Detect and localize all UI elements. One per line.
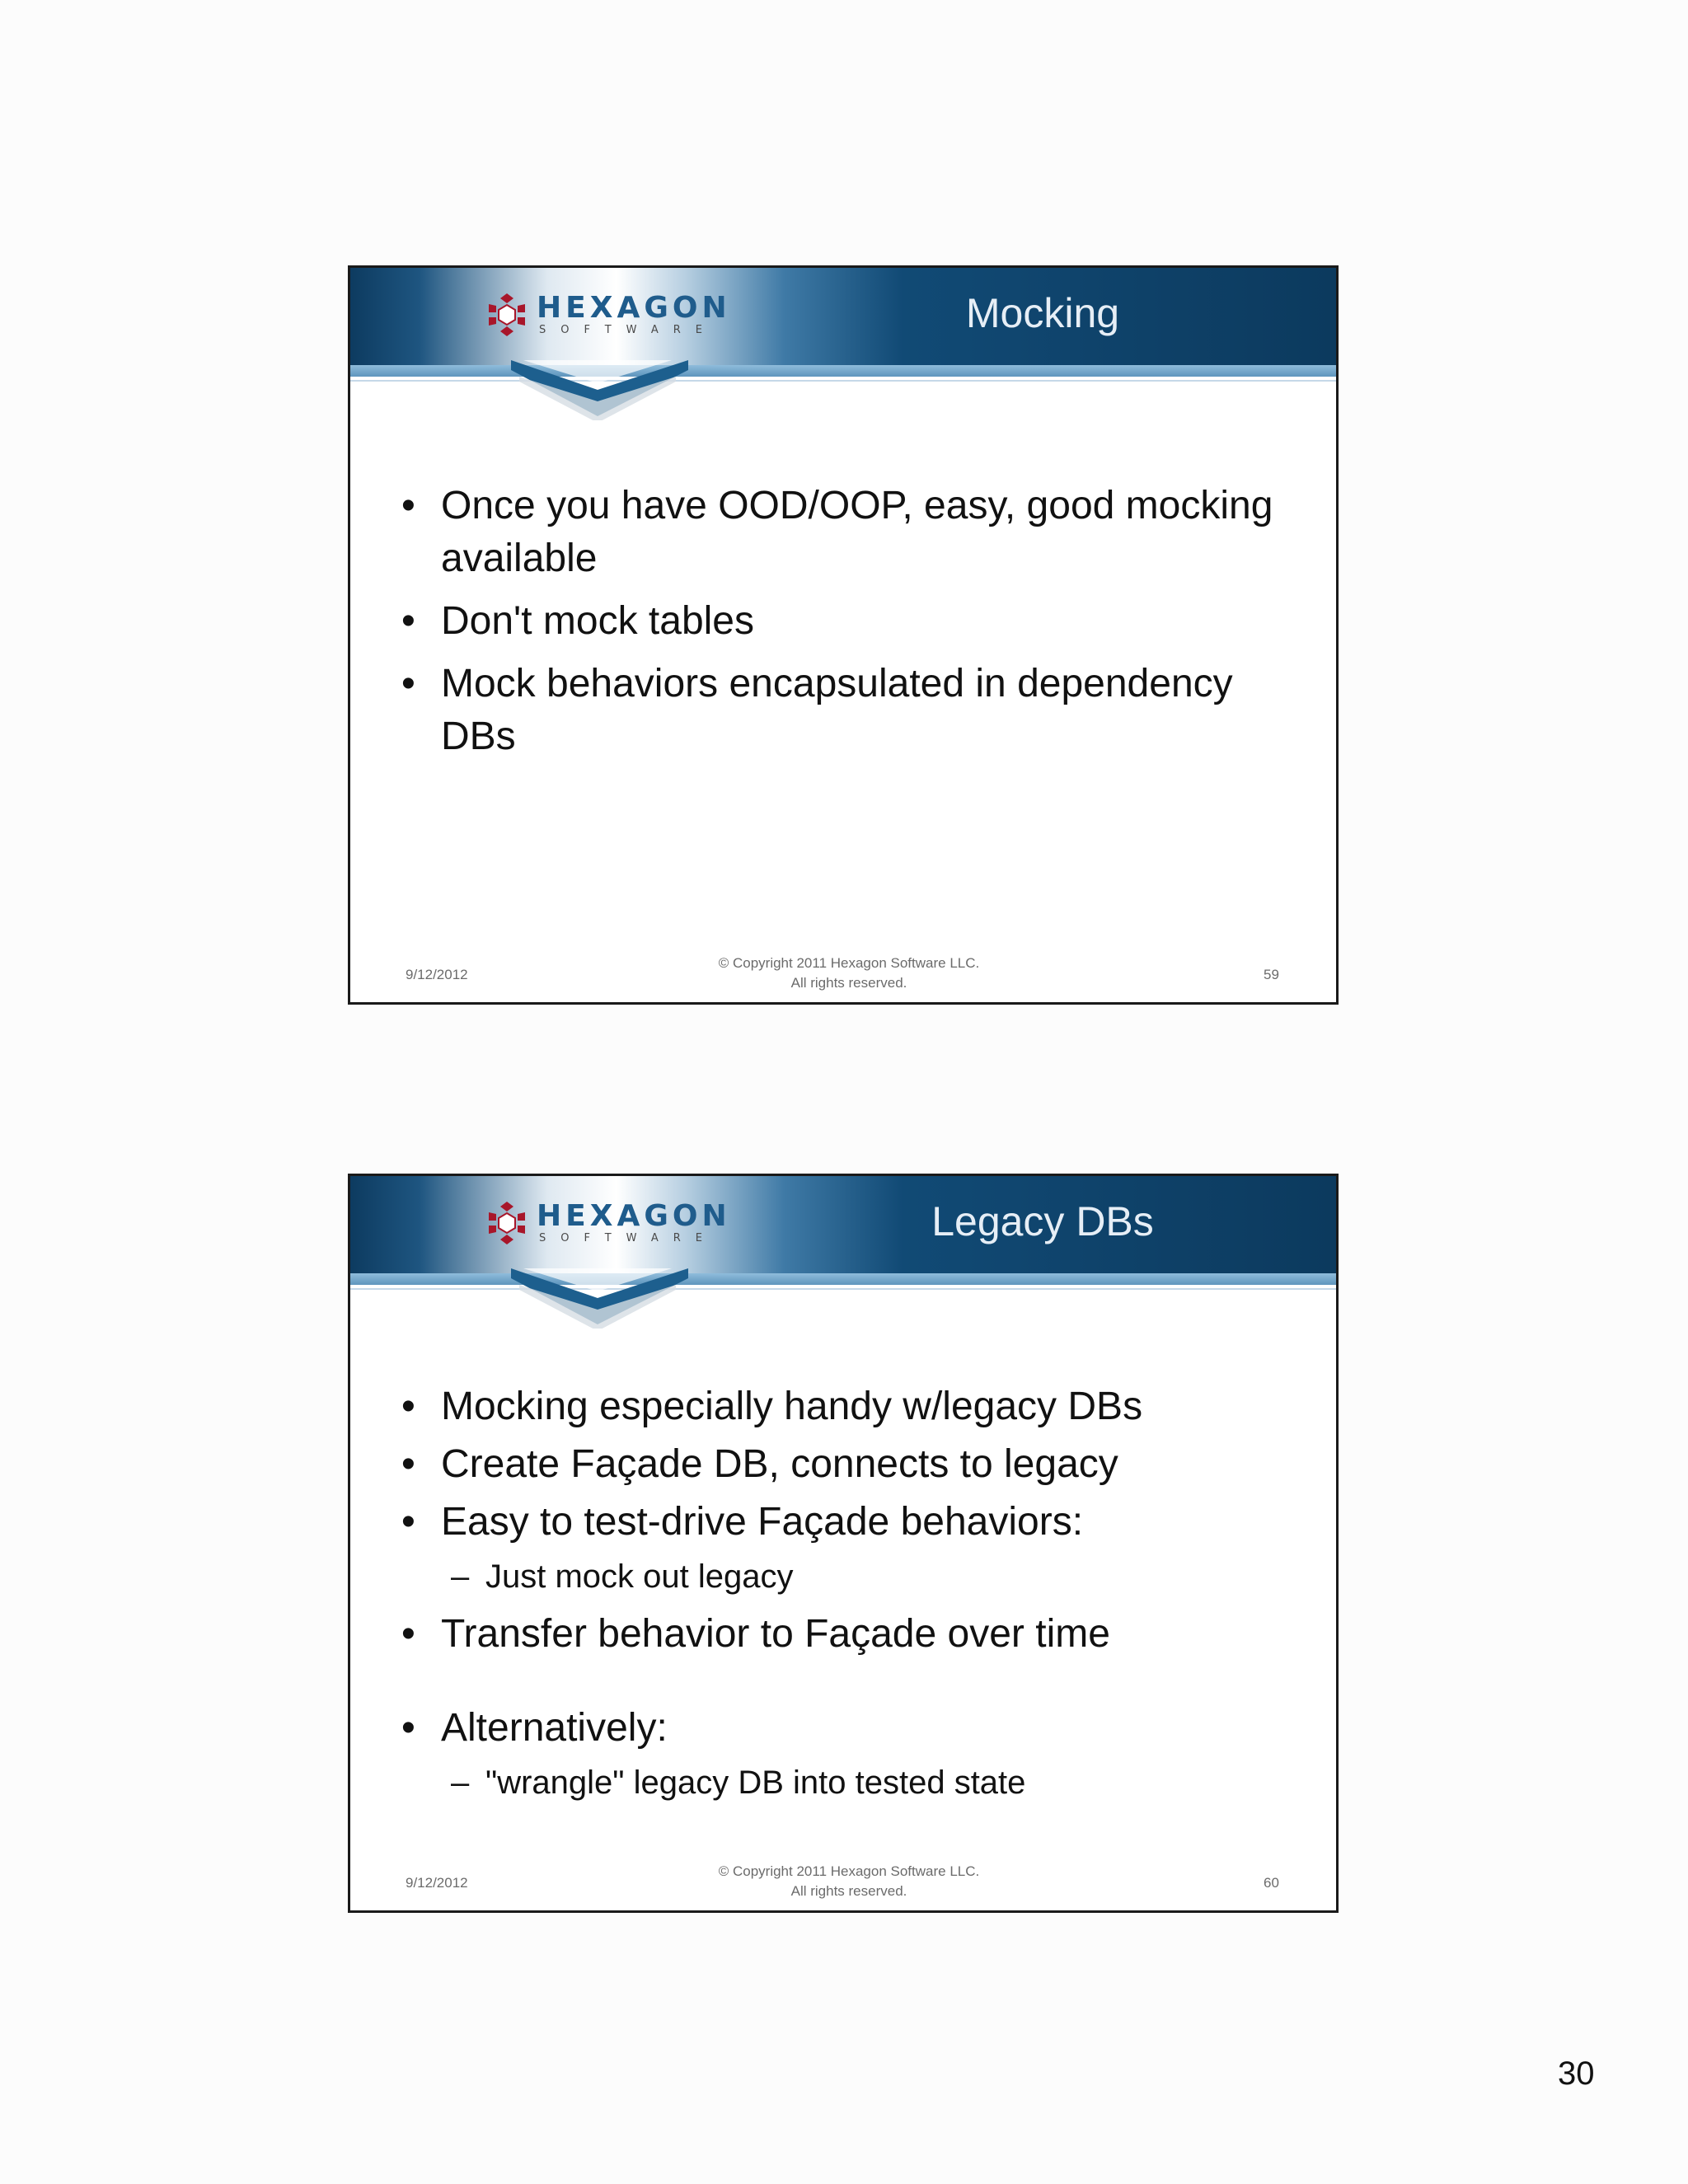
- sub-bullet-item: – "wrangle" legacy DB into tested state: [401, 1760, 1287, 1806]
- sub-bullet-item: – Just mock out legacy: [401, 1554, 1287, 1600]
- slide-footer: [350, 1862, 1336, 1908]
- hexagon-software-logo: [482, 286, 731, 344]
- slide-number: 60: [1264, 1875, 1279, 1891]
- sub-bullet-list: [401, 1760, 1287, 1806]
- bullet-item: • Transfer behavior to Façade over time: [401, 1608, 1287, 1661]
- bullet-item: • Mocking especially handy w/legacy DBs: [401, 1380, 1287, 1433]
- slide-title: Mocking: [965, 290, 1120, 336]
- bullet-list: [401, 480, 1287, 763]
- copyright-line: © Copyright 2011 Hexagon Software LLC.: [718, 955, 980, 971]
- bullet-item: • Once you have OOD/OOP, easy, good mocking available: [401, 480, 1287, 585]
- sub-bullet-list: [401, 1554, 1287, 1600]
- bullet-list: [401, 1380, 1287, 1549]
- slide-body: [401, 1380, 1287, 1814]
- bullet-list: [401, 1608, 1287, 1755]
- hexagon-software-logo: [482, 1194, 731, 1252]
- slide-legacy-dbs: [348, 1174, 1339, 1913]
- bullet-item: • Easy to test-drive Façade behaviors:: [401, 1496, 1287, 1549]
- logo-wordmark: HEXAGON: [537, 291, 731, 325]
- slide-footer: [350, 954, 1336, 1000]
- slide-mocking: [348, 265, 1339, 1005]
- slide-body: [401, 480, 1287, 773]
- footer-date: 9/12/2012: [406, 1875, 468, 1891]
- copyright-line: All rights reserved.: [790, 975, 907, 991]
- footer-copyright: [663, 1862, 1034, 1901]
- page-number: 30: [1558, 2055, 1595, 2092]
- bullet-item: • Don't mock tables: [401, 595, 1287, 648]
- footer-date: 9/12/2012: [406, 967, 468, 982]
- bullet-item: • Mock behaviors encapsulated in dependency DBs: [401, 658, 1287, 763]
- bullet-item: • Alternatively:: [401, 1702, 1287, 1755]
- copyright-line: All rights reserved.: [790, 1883, 907, 1899]
- bullet-item: • Create Façade DB, connects to legacy: [401, 1438, 1287, 1491]
- slide-title: Legacy DBs: [931, 1198, 1154, 1244]
- hexagon-logo-icon: [482, 1198, 532, 1248]
- copyright-line: © Copyright 2011 Hexagon Software LLC.: [718, 1863, 980, 1879]
- footer-copyright: [663, 954, 1034, 993]
- logo-wordmark: HEXAGON: [537, 1199, 731, 1233]
- slide-number: 59: [1264, 967, 1279, 982]
- logo-tagline: SOFTWARE: [539, 1232, 717, 1244]
- hexagon-logo-icon: [482, 290, 532, 340]
- logo-tagline: SOFTWARE: [539, 324, 717, 336]
